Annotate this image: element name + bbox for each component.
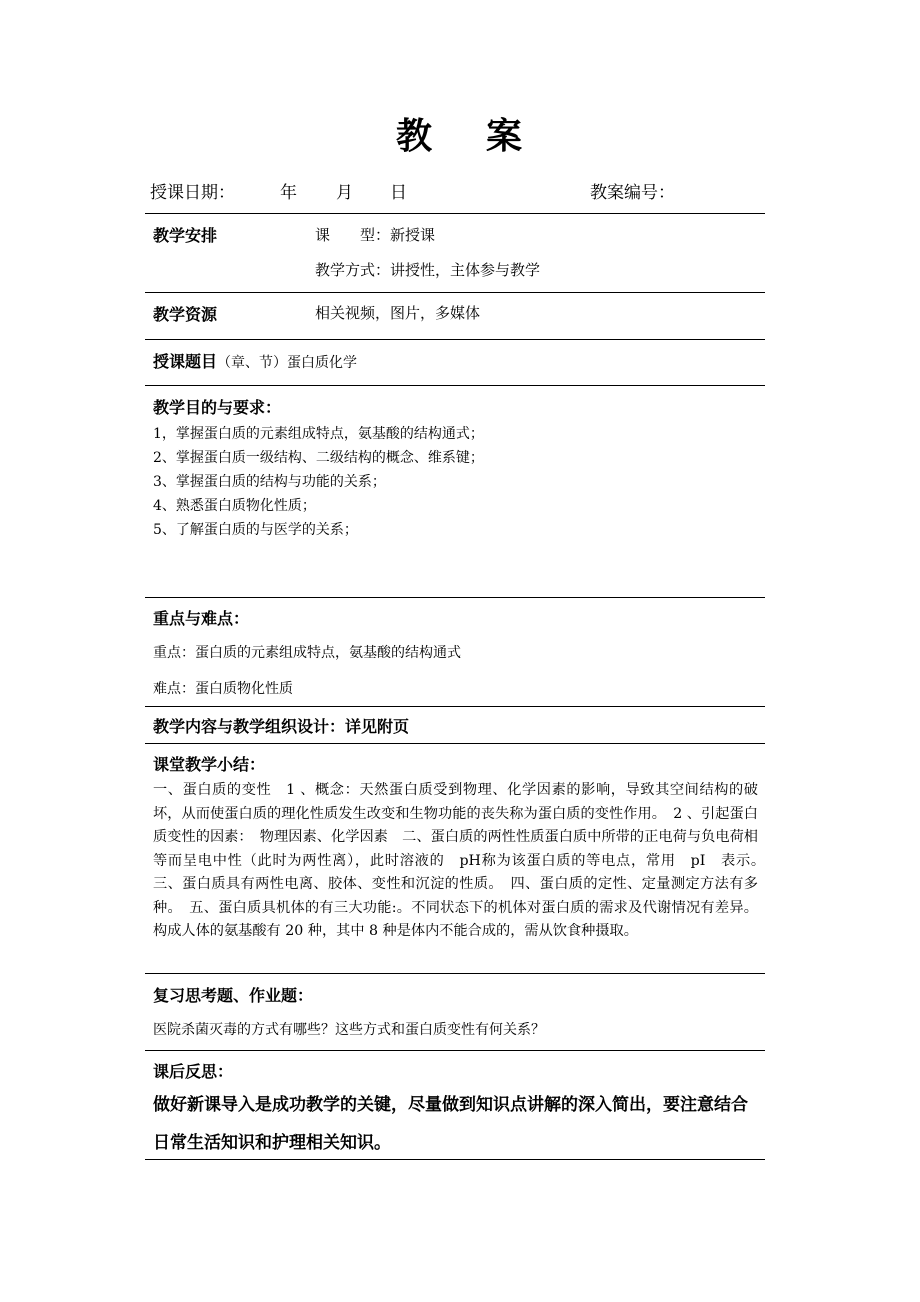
divider <box>145 743 765 744</box>
homework-heading: 复习思考题、作业题： <box>153 986 314 1005</box>
keypoints-section <box>153 606 758 701</box>
lesson-type: 课 型：新授课 <box>315 226 436 244</box>
teaching-method: 教学方式：讲授性，主体参与教学 <box>315 261 541 279</box>
objectives-heading: 教学目的与要求： <box>153 398 282 417</box>
difficult-point: 难点：蛋白质物化性质 <box>153 681 293 697</box>
divider <box>145 706 765 707</box>
divider <box>145 1050 765 1051</box>
key-point: 重点：蛋白质的元素组成特点，氨基酸的结构通式 <box>153 645 461 661</box>
page-title <box>0 108 920 159</box>
divider <box>145 973 765 974</box>
content-heading: 教学内容与教学组织设计：详见附页 <box>153 717 410 736</box>
year-label: 年 <box>280 183 297 203</box>
objective-item: 5、了解蛋白质的与医学的关系； <box>153 522 358 538</box>
content-section <box>153 714 758 737</box>
keypoints-heading: 重点与难点： <box>153 609 250 628</box>
homework-text: 医院杀菌灭毒的方式有哪些？这些方式和蛋白质变性有何关系？ <box>153 1022 545 1038</box>
objectives-section <box>153 395 758 542</box>
divider <box>145 213 765 214</box>
divider <box>145 292 765 293</box>
title-char-1: 教 <box>395 115 434 157</box>
day-label: 日 <box>390 183 407 203</box>
resources-value: 相关视频，图片，多媒体 <box>315 304 481 322</box>
date-label: 授课日期： <box>150 183 235 203</box>
homework-section <box>153 983 758 1042</box>
divider <box>145 385 765 386</box>
resources-label: 教学资源 <box>153 305 218 324</box>
objective-item: 4、熟悉蛋白质物化性质； <box>153 498 316 514</box>
topic-value: （章、节）蛋白质化学 <box>217 355 358 371</box>
arrangement-label: 教学安排 <box>153 226 218 245</box>
objective-item: 2、掌握蛋白质一级结构、二级结构的概念、维系键； <box>153 450 484 466</box>
topic-row <box>153 349 758 372</box>
reflection-heading: 课后反思： <box>153 1062 234 1081</box>
topic-label: 授课题目 <box>153 352 218 371</box>
objective-item: 1，掌握蛋白质的元素组成特点，氨基酸的结构通式； <box>153 426 484 442</box>
divider <box>145 597 765 598</box>
summary-section <box>153 752 773 944</box>
lesson-number-label: 教案编号： <box>590 183 675 203</box>
objective-item: 3、掌握蛋白质的结构与功能的关系； <box>153 474 386 490</box>
summary-heading: 课堂教学小结： <box>153 755 266 774</box>
date-line <box>150 178 770 204</box>
month-label: 月 <box>336 183 353 203</box>
reflection-section <box>153 1059 758 1162</box>
summary-text: 一、蛋白质的变性 1 、概念：天然蛋白质受到物理、化学因素的影响，导致其空间结构的破坏，从而使蛋白质的理化性质发生改变和生物功能的丧失称为蛋白质的变性作用。 2 、引起蛋白质变性的因素： 物理因素、化学因素 二、蛋白质的两性性质蛋白质中所带的正电荷与负电荷相等而呈电中性（此时为两性离），此时溶液的 pH称为该蛋白质的等电点，常用 pI 表示。 三、蛋白质具有两性电离、胶体、变性和沉淀的性质。 四、蛋白质的定性、定量测定方法有多种。 五、蛋白质具机体的有三大功能:。不同状态下的机体对蛋白质的需求及代谢情况有差异。构成人体的氨基酸有 20 种，其中 8 种是体内不能合成的，需从饮食种摄取。 <box>153 782 773 939</box>
reflection-text: 做好新课导入是成功教学的关键，尽量做到知识点讲解的深入简出，要注意结合日常生活知识和护理相关知识。 <box>153 1095 748 1153</box>
divider <box>145 339 765 340</box>
title-char-2: 案 <box>486 115 525 157</box>
divider <box>145 1159 765 1160</box>
